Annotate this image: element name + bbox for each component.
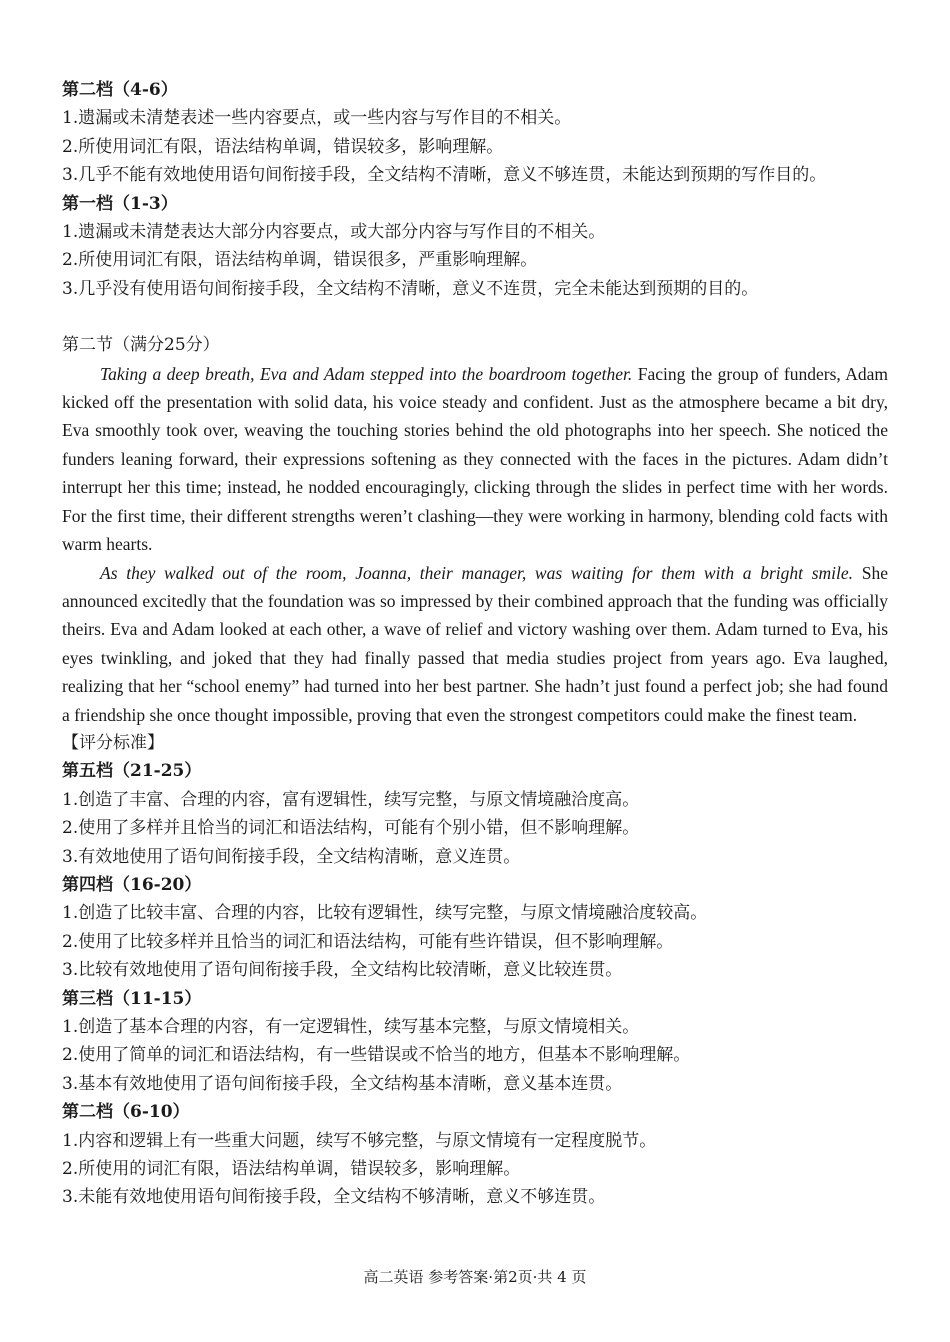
grade-4-item-3: 3.比较有效地使用了语句间衔接手段，全文结构比较清晰，意义比较连贯。 [62, 960, 623, 981]
grade-5-item-3: 3.有效地使用了语句间衔接手段，全文结构清晰，意义连贯。 [62, 846, 521, 867]
paragraph-2-body: She announced excitedly that the foundation was so impressed by their combined approach that the funding was officially theirs. Eva and Adam looked at each other, a wave of relief and victory washing over them. Adam turned to Eva, his eyes twinkling, and joked that they had finally passed that media studies project from years ago. Eva laughed, realizing that her “school enemy” had turned into her best partner. She hadn’t just found a perfect job; she had found a friendship she once thought impossible, proving that even the strongest competitors could make the finest team. [62, 562, 889, 725]
grade-2b-item-1: 1.内容和逻辑上有一些重大问题，续写不够完整，与原文情境有一定程度脱节。 [62, 1130, 657, 1151]
grade-4-title: 第四档（16-20） [62, 874, 202, 895]
grade-5-title: 第五档（21-25） [62, 761, 202, 782]
criteria-title: 【评分标准】 [62, 732, 164, 753]
grade-1-title: 第一档（1-3） [62, 193, 178, 214]
essay-paragraph-2 [62, 559, 888, 729]
grade-3-item-1: 1.创造了基本合理的内容，有一定逻辑性，续写基本完整，与原文情境相关。 [62, 1017, 640, 1037]
paragraph-1-lead: Taking a deep breath, Eva and Adam stepped into the boardroom together. [100, 363, 633, 384]
grade-1-item-1: 1.遗漏或未清楚表达大部分内容要点，或大部分内容与写作目的不相关。 [62, 222, 606, 243]
answer-key-page [62, 76, 888, 1212]
grade-2b-title: 第二档（6-10） [62, 1102, 190, 1123]
section-2-title: 第二节（满分25分） [62, 335, 220, 356]
grade-5-item-1: 1.创造了丰富、合理的内容，富有逻辑性，续写完整，与原文情境融洽度高。 [62, 789, 640, 810]
grade-2b-item-2: 2.所使用的词汇有限，语法结构单调，错误较多，影响理解。 [62, 1159, 521, 1180]
grade-2-item-1: 1.遗漏或未清楚表述一些内容要点，或一些内容与写作目的不相关。 [62, 108, 572, 129]
grade-2-item-2: 2.所使用词汇有限，语法结构单调，错误较多，影响理解。 [62, 136, 504, 157]
paragraph-2-lead: As they walked out of the room, Joanna, their manager, was waiting for them with a bright smile. [100, 562, 854, 583]
paragraph-1-body: Facing the group of funders, Adam kicked off the presentation with solid data, his voice steady and confident. Just as the atmosphere became a bit dry, Eva smoothly took over, weaving the touching stories behind the old photographs into her speech. She noticed the funders leaning forward, their expressions softening as they connected with the faces in the pictures. Adam didn’t interrupt her this time; instead, he nodded encouragingly, clicking through the slides in perfect time with her words. For the first time, their different strengths weren’t clashing—they were working in harmony, blending cold facts with warm hearts. [62, 363, 889, 555]
grade-2b-item-3: 3.未能有效地使用语句间衔接手段，全文结构不够清晰，意义不够连贯。 [62, 1187, 606, 1208]
grade-1-item-2: 2.所使用词汇有限，语法结构单调，错误很多，严重影响理解。 [62, 250, 538, 271]
page-footer: 高二英语 参考答案·第2页·共 4 页 [363, 1268, 587, 1286]
essay-paragraph-1 [62, 360, 888, 559]
grade-2-title: 第二档（4-6） [62, 80, 178, 100]
grade-5-item-2: 2.使用了多样并且恰当的词汇和语法结构，可能有个别小错，但不影响理解。 [62, 818, 640, 839]
grade-3-item-2: 2.使用了简单的词汇和语法结构，有一些错误或不恰当的地方，但基本不影响理解。 [62, 1045, 691, 1066]
grade-4-item-1: 1.创造了比较丰富、合理的内容，比较有逻辑性，续写完整，与原文情境融洽度较高。 [62, 903, 708, 924]
grade-3-item-3: 3.基本有效地使用了语句间衔接手段，全文结构基本清晰，意义基本连贯。 [62, 1073, 623, 1094]
grade-4-item-2: 2.使用了比较多样并且恰当的词汇和语法结构，可能有些许错误，但不影响理解。 [62, 931, 674, 952]
grade-1-item-3: 3.几乎没有使用语句间衔接手段，全文结构不清晰，意义不连贯，完全未能达到预期的目的。 [62, 278, 759, 299]
grade-2-item-3: 3.几乎不能有效地使用语句间衔接手段，全文结构不清晰，意义不够连贯，未能达到预期的写作目的。 [62, 165, 827, 186]
grade-3-title: 第三档（11-15） [62, 988, 202, 1009]
